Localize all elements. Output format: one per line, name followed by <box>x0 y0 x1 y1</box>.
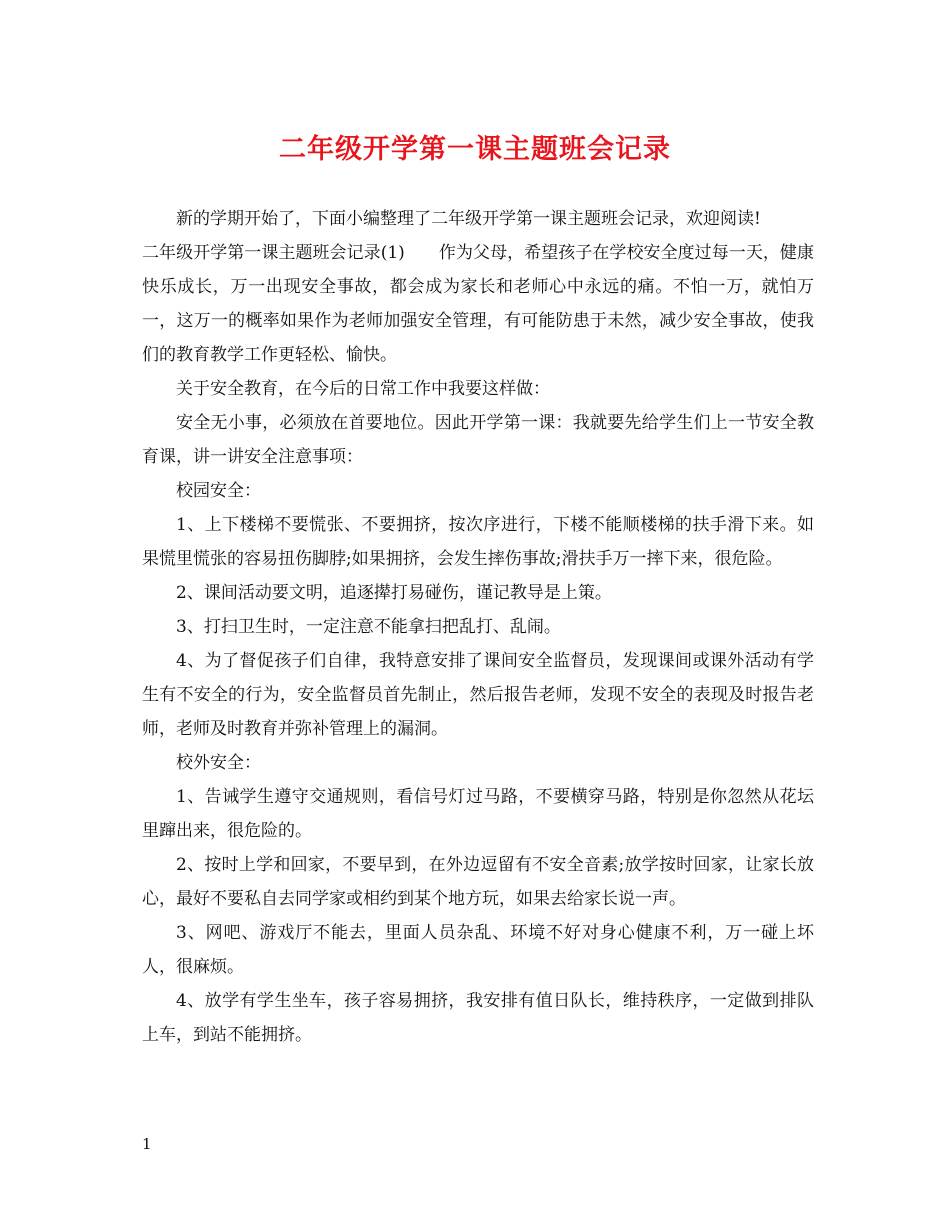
list-item: 2、课间活动要文明，追逐撵打易碰伤，谨记教导是上策。 <box>176 583 612 603</box>
list-item: 3、网吧、游戏厅不能去，里面人员杂乱、环境不好对身心健康不利，万一碰上坏人，很麻烦。 <box>142 923 814 977</box>
list-item: 4、为了督促孩子们自律，我特意安排了课间安全监督员，发现课间或课外活动有学生有不安全的行为，安全监督员首先制止，然后报告老师，发现不安全的表现及时报告老师，老师及时教育并弥补管理上的漏洞。 <box>142 651 814 739</box>
document-body <box>142 202 814 1052</box>
list-item: 1、上下楼梯不要慌张、不要拥挤，按次序进行，下楼不能顺楼梯的扶手滑下来。如果慌里慌张的容易扭伤脚脖;如果拥挤，会发生摔伤事故;滑扶手万一摔下来，很危险。 <box>142 515 814 569</box>
document-title: 二年级开学第一课主题班会记录 <box>279 134 671 165</box>
heading-offcampus-safety: 校外安全： <box>176 753 261 773</box>
list-item: 1、告诫学生遵守交通规则，看信号灯过马路，不要横穿马路，特别是你忽然从花坛里蹿出来，很危险的。 <box>142 787 814 841</box>
paragraph-safety-first: 安全无小事，必须放在首要地位。因此开学第一课：我就要先给学生们上一节安全教育课，讲一讲安全注意事项： <box>142 413 814 467</box>
list-item: 4、放学有学生坐车，孩子容易拥挤，我安排有值日队长，维持秩序，一定做到排队上车，到站不能拥挤。 <box>142 991 814 1045</box>
list-item: 3、打扫卫生时，一定注意不能拿扫把乱打、乱闹。 <box>176 617 561 637</box>
paragraph-record-1: 二年级开学第一课主题班会记录(1) 作为父母，希望孩子在学校安全度过每一天，健康快乐成长，万一出现安全事故，都会成为家长和老师心中永远的痛。不怕一万，就怕万一，这万一的概率如果作为老师加强安全管理，有可能防患于未然，减少安全事故，使我们的教育教学工作更轻松、愉快。 <box>142 243 814 365</box>
paragraph-plan: 关于安全教育，在今后的日常工作中我要这样做： <box>176 379 550 399</box>
list-item: 2、按时上学和回家，不要早到，在外边逗留有不安全音素;放学按时回家，让家长放心，最好不要私自去同学家或相约到某个地方玩，如果去给家长说一声。 <box>142 855 814 909</box>
paragraph-intro: 新的学期开始了，下面小编整理了二年级开学第一课主题班会记录，欢迎阅读! <box>176 209 761 229</box>
page-number: 1 <box>142 1135 152 1153</box>
heading-campus-safety: 校园安全： <box>176 481 261 501</box>
